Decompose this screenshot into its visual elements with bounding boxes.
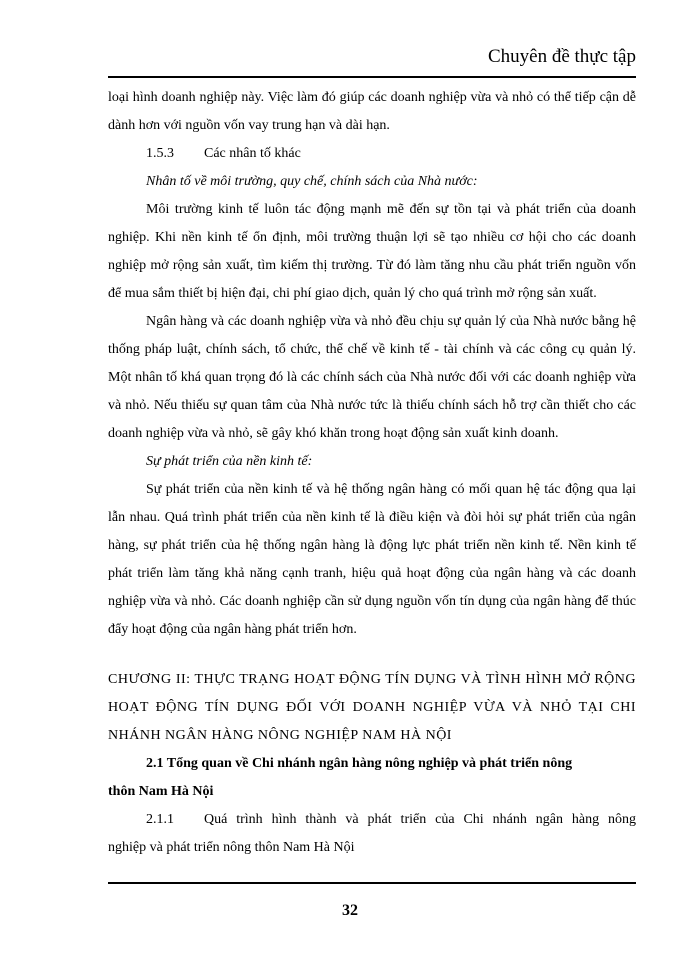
header-rule bbox=[108, 76, 636, 78]
chapter-title-line-2: HOẠT ĐỘNG TÍN DỤNG ĐỐI VỚI DOANH NGHIỆP VỪA VÀ NHỎ TẠI CHI bbox=[108, 700, 636, 715]
paragraph-environment-2: Ngân hàng và các doanh nghiệp vừa và nhỏ đều chịu sự quản lý của Nhà nước bằng hệ thống pháp luật, chính sách, tổ chức, thể chế về kinh tế - tài chính và các công cụ quản lý. Một nhân tố khá quan trọng đó là các chính sách của Nhà nước đối với các doanh nghiệp vừa và nhỏ. Nếu thiếu sự quan tâm của Nhà nước tức là thiếu chính sách hỗ trợ cần thiết cho các doanh nghiệp vừa và nhỏ, sẽ gây khó khăn trong hoạt động sản xuất kinh doanh. bbox=[108, 314, 636, 441]
section-2-1-1-number: 2.1.1 bbox=[146, 812, 174, 827]
section-2-1-line-1: 2.1 Tổng quan về Chi nhánh ngân hàng nông nghiệp và phát triển nông bbox=[146, 756, 573, 771]
heading-environment-factors: Nhân tố về môi trường, quy chế, chính sách của Nhà nước: bbox=[146, 174, 478, 189]
chapter-2-title bbox=[108, 666, 636, 750]
subsection-1-5-3 bbox=[108, 140, 636, 168]
header-title: Chuyên đề thực tập bbox=[487, 46, 636, 67]
paragraph-economy: Sự phát triển của nền kinh tế và hệ thống ngân hàng có mối quan hệ tác động qua lại lẫn nhau. Quá trình phát triển của nền kinh tế là điều kiện và đòi hỏi sự phát triển của ngân hàng, sự phát triển của hệ thống ngân hàng là động lực phát triển nền kinh tế. Nền kinh tế phát triển làm tăng khả năng cạnh tranh, hiệu quả hoạt động của ngân hàng và các doanh nghiệp vừa và nhỏ. Các doanh nghiệp cần sử dụng nguồn vốn tín dụng của ngân hàng để thúc đẩy hoạt động của ngân hàng phát triển hơn. bbox=[108, 482, 636, 637]
section-2-1-1-heading bbox=[108, 806, 636, 862]
subsection-title: Các nhân tố khác bbox=[204, 146, 301, 161]
heading-economy-development: Sự phát triển của nền kinh tế: bbox=[146, 454, 313, 469]
section-2-1-1-line-1: Quá trình hình thành và phát triển của Chi nhánh ngân hàng nông bbox=[204, 812, 636, 827]
section-2-1-line-2: thôn Nam Hà Nội bbox=[108, 784, 214, 799]
paragraph-environment-1: Môi trường kinh tế luôn tác động mạnh mẽ đến sự tồn tại và phát triển của doanh nghiệp. Khi nền kinh tế ổn định, môi trường thuận lợi sẽ tạo nhiều cơ hội cho các doanh nghiệp mở rộng sản xuất, tìm kiếm thị trường. Từ đó làm tăng nhu cầu phát triển nguồn vốn để mua sắm thiết bị hiện đại, chi phí giao dịch, quản lý cho quá trình mở rộng sản xuất. bbox=[108, 202, 636, 301]
paragraph-intro: loại hình doanh nghiệp này. Việc làm đó giúp các doanh nghiệp vừa và nhỏ có thể tiếp cận dễ dành hơn với nguồn vốn vay trung hạn và dài hạn. bbox=[108, 90, 636, 133]
footer-rule bbox=[108, 882, 636, 884]
chapter-title-line-3: NHÁNH NGÂN HÀNG NÔNG NGHIỆP NAM HÀ NỘI bbox=[108, 728, 452, 743]
section-2-1-heading bbox=[108, 750, 636, 806]
page-body bbox=[108, 84, 636, 862]
page-number: 32 bbox=[342, 902, 358, 919]
chapter-title-line-1: CHƯƠNG II: THỰC TRẠNG HOẠT ĐỘNG TÍN DỤNG VÀ TÌNH HÌNH MỞ RỘNG bbox=[108, 672, 636, 687]
subsection-number: 1.5.3 bbox=[146, 146, 174, 161]
section-2-1-1-line-2: nghiệp và phát triển nông thôn Nam Hà Nội bbox=[108, 840, 355, 855]
